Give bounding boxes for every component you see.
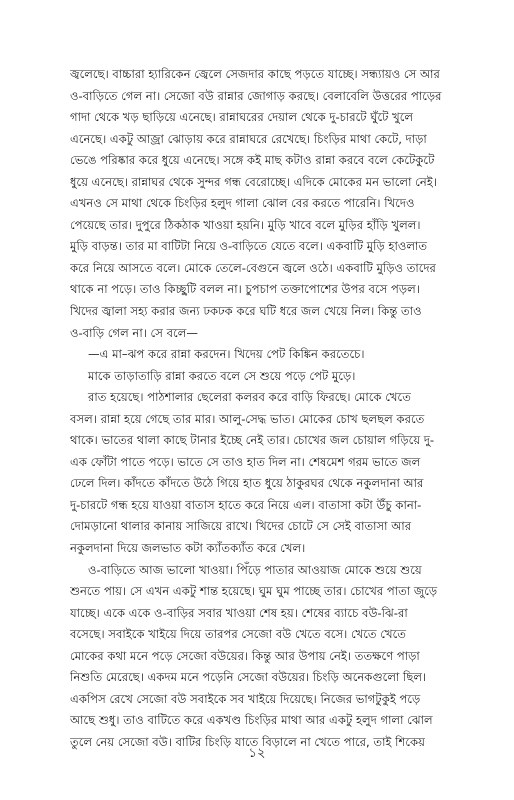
text-line: ও-বাড়ি গেল না। সে বলে— bbox=[70, 325, 198, 340]
text-line: এক ফোঁটা পাতে পড়ে। ভাতে সে তাও হাত দিল না। শেষমেশ গরম ভাতে জল bbox=[70, 454, 421, 469]
text-line: খিদের জ্বালা সহ্য করার জন্য ঢকঢক করে ঘটি ধরে জল খেয়ে নিল। কিন্তু তাও bbox=[70, 304, 422, 319]
text-line: এনেছে। একটু আজ্রা ঝোড়ায় করে রান্নাঘরে রেখেছে। চিংড়ির মাথা কেটে, দাড়া bbox=[70, 131, 427, 146]
text-line: বসেছে। সবাইকে খাইয়ে দিয়ে তারপর সেজো বউ খেতে বসে। খেতে খেতে bbox=[70, 627, 406, 642]
text-line: রাত হয়েছে। পাঠশালার ছেলেরা কলরব করে বাড়ি ফিরছে। মোকে খেতে bbox=[88, 390, 411, 405]
page-number: ১২ bbox=[248, 746, 266, 761]
text-line: যাচ্ছে। একে একে ও-বাড়ির সবার খাওয়া শেষ হয়। শেষের ব্যাচে বউ-ঝি-রা bbox=[70, 605, 408, 620]
text-line: আছে শুধু। তাও বাটিতে করে একখণ্ড চিংড়ির মাথা আর একটু হলুদ গালা ঝোল bbox=[70, 713, 433, 728]
text-line: করে নিয়ে আসতে বলে। মোকে তেলে-বেগুনে জ্বলে ওঠে। একবাটি মুড়িও তাদের bbox=[70, 260, 436, 275]
text-line: মুড়ি বাড়ন্ত। তার মা বাটিটা নিয়ে ও-বাড়িতে যেতে বলে। একবাটি মুড়ি হাওলাত bbox=[70, 239, 428, 254]
text-line: পেয়েছে তার। দুপুরে ঠিকঠাক খাওয়া হয়নি। মুড়ি খাবে বলে মুড়ির হাঁড়ি খুলল। bbox=[70, 217, 421, 232]
text-line: থাকে। ভাতের থালা কাছে টানার ইচ্ছে নেই তার। চোখের জল চোয়াল গড়িয়ে দু- bbox=[70, 433, 435, 448]
text-line: এখনও সে মাথা থেকে চিংড়ির হলুদ গালা ঝোল বের করতে পারেনি। খিদেও bbox=[70, 196, 415, 211]
text-line: দু-চারটে গন্ধ হয়ে যাওয়া বাতাস হাতে করে নিয়ে এল। বাতাসা কটা উঁচু কানা- bbox=[70, 497, 422, 512]
text-line: গাদা থেকে খড় ছাড়িয়ে এনেছে। রান্নাঘরের দেয়াল থেকে দু-চারটে ঘুঁটে খুলে bbox=[70, 110, 414, 125]
text-line: শুনতে পায়। সে এখন একটু শান্ত হয়েছে। ঘুম ঘুম পাচ্ছে তার। চোখের পাতা জুড়ে bbox=[70, 584, 438, 599]
text-line: —এ মা–ঝপ করে রান্না করদেন। খিদেয় পেট কিঙ্কিন করতেচে। bbox=[88, 347, 365, 362]
text-line: ভেঙে পরিষ্কার করে ধুয়ে এনেছে। সঙ্গে কই মাছ কটাও রান্না করবে বলে কেটেকুটে bbox=[70, 153, 435, 168]
text-line: মাকে তাড়াতাড়ি রান্না করতে বলে সে শুয়ে পড়ে পেট মুড়ে। bbox=[88, 368, 356, 383]
text-line: বসল। রান্না হয়ে গেছে তার মার। আলু-সেদ্ধ ভাত। মোকের চোখ ছলছল করতে bbox=[70, 411, 425, 426]
text-line: নিশুতি মেরেছে। একদম মনে পড়েনি সেজো বউয়ের। চিংড়ি অনেকগুলো ছিল। bbox=[70, 670, 427, 685]
text-line: ও-বাড়িতে আজ ভালো খাওয়া। পিঁড়ে পাতার আওয়াজ মোকে শুয়ে শুয়ে bbox=[88, 562, 422, 577]
text-line: মোকের কথা মনে পড়ে সেজো বউয়ের। কিন্তু আর উপায় নেই। ততক্ষণে পাড়া bbox=[70, 648, 420, 663]
text-line: ও-বাড়িতে গেল না। সেজো বউ রান্নার জোগাড় করছে। বেলাবেলি উত্তরের পাড়ের bbox=[70, 88, 442, 103]
text-line: জ্বলেছে। বাচ্চারা হ্যারিকেন জ্বেলে সেজদার কাছে পড়তে যাচ্ছে। সন্ধ্যায়ও সে আর bbox=[70, 67, 440, 81]
text-line: ধুয়ে এনেছে। রান্নাঘর থেকে সুন্দর গন্ধ বেরোচ্ছে। এদিকে মোকের মন ভালো নেই। bbox=[70, 174, 437, 189]
body-text bbox=[70, 64, 452, 754]
text-line: নকুলদানা দিয়ে জলভাত কটা ক্যাঁতক্যাঁত করে খেল। bbox=[70, 541, 306, 556]
text-line: ঢেলে দিল। কাঁদতে কাঁদতে উঠে গিয়ে হাত ধুয়ে ঠাকুরঘর থেকে নকুলদানা আর bbox=[70, 476, 424, 491]
text-line: একপিস রেখে সেজো বউ সবাইকে সব খাইয়ে দিয়েছে। নিজের ভাগটুকুই পড়ে bbox=[70, 691, 421, 706]
text-line: থাকে না পড়ে। তাও কিচ্ছুটি বলল না। চুপচাপ তক্তাপোশের উপর বসে পড়ল। bbox=[70, 282, 420, 297]
text-line: দোমড়ানো থালার কানায় সাজিয়ে রাখে। খিদের চোটে সে সেই বাতাসা আর bbox=[70, 519, 412, 534]
text-line: তুলে নেয় সেজো বউ। বাটির চিংড়ি যাতে বিড়ালে না খেতে পারে, তাই শিকেয় bbox=[70, 734, 425, 749]
